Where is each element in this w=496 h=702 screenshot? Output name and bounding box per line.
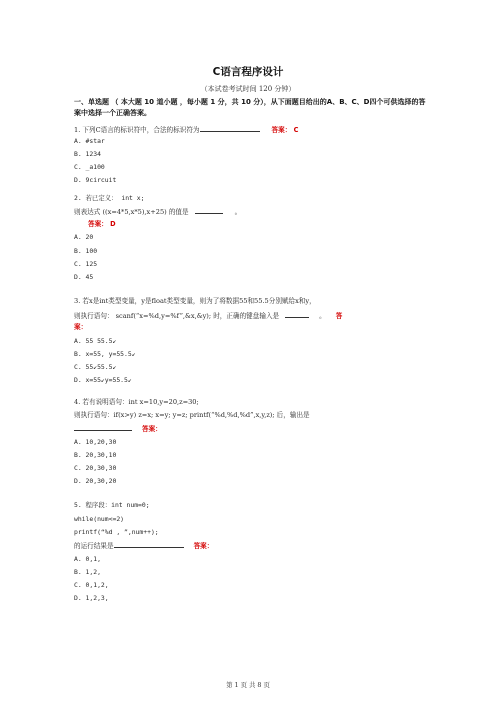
question-4-line-2: 则执行语句：if(x>y) z=x; x=y; y=z; printf(“%d,%d,%d”,x,y,z); 后，输出是 — [74, 411, 310, 419]
question-5-line-3: printf(“%d , ”,num++); — [74, 528, 159, 536]
option-c: C. 0,1,2, — [74, 581, 109, 589]
option-d: D. x=55↙y=55.5↙ — [74, 376, 132, 384]
question-2-line-1: 2. 若已定义： int x; — [74, 194, 145, 202]
section-heading: 一、单选题 （ 本大题 10 道小题 ，每小题 1 分，共 10 分），从下面题目给出的A、B、C、D四个可供选择的答案中选择一个正确答案。 — [74, 98, 426, 117]
question-4-line-1: 4. 若有说明语句：int x=10,y=20,z=30; — [74, 398, 199, 406]
option-b: B. 1234 — [74, 150, 101, 158]
question-stem-end: 。 — [234, 208, 242, 216]
answer-blank — [285, 310, 309, 318]
answer-blank — [114, 540, 184, 548]
answer-blank — [200, 124, 260, 132]
question-stem: 则表达式 ((x=4*5,x*5),x+25) 的值是 — [74, 208, 189, 216]
answer-key-part-1: 答 — [335, 312, 343, 320]
answer-key-part-2: 案： — [74, 323, 88, 331]
option-a: A. 20 — [74, 233, 94, 241]
option-c: C. _a100 — [74, 163, 105, 171]
option-c: C. 20,30,30 — [74, 464, 117, 472]
answer-key: 答案： D — [88, 220, 116, 228]
option-a: A. #star — [74, 137, 105, 145]
option-b: B. 20,30,10 — [74, 451, 117, 459]
question-2-answer — [88, 219, 116, 229]
question-stem: 则执行语句： scanf(“x=%d,y=%f”,&x,&y); 时，正确的键盘输入是 — [74, 312, 280, 320]
option-a: A. 55 55.5↙ — [74, 337, 117, 345]
question-3-answer — [74, 322, 87, 332]
option-d: D. 1,2,3, — [74, 594, 109, 602]
exam-title: C语言程序设计 — [212, 66, 284, 78]
option-d: D. 9circuit — [74, 176, 117, 184]
option-b: B. 1,2, — [74, 568, 101, 576]
question-5-line-2: while(num<=2) — [74, 515, 125, 523]
page-footer: 第 1 页 共 8 页 — [226, 681, 270, 689]
question-stem-end: 。 — [319, 312, 326, 320]
option-b: B. 100 — [74, 247, 98, 255]
option-c: C. 125 — [74, 260, 98, 268]
answer-key: 答案： — [193, 542, 214, 550]
option-b: B. x=55, y=55.5↙ — [74, 350, 136, 358]
option-a: A. 0,1, — [74, 555, 101, 563]
question-4-answer — [74, 423, 162, 434]
option-c: C. 55↙55.5↙ — [74, 363, 117, 371]
answer-blank — [74, 423, 132, 431]
answer-key: 答案： C — [271, 126, 299, 134]
answer-blank — [195, 206, 223, 214]
question-3-line-1: 3. 若x是int类型变量，y是float类型变量，则为了将数据55和55.5分别赋给x和y， — [74, 297, 316, 305]
question-stem: 的运行结果是 — [74, 542, 114, 550]
option-d: D. 45 — [74, 273, 94, 281]
question-5-line-4 — [74, 540, 213, 551]
question-5-line-1: 5. 程序段：int num=0; — [74, 501, 150, 509]
question-2-line-2 — [74, 206, 241, 217]
option-a: A. 10,20,30 — [74, 438, 117, 446]
option-d: D. 20,30,20 — [74, 477, 117, 485]
question-3-line-2 — [74, 310, 342, 321]
question-stem: 1. 下列C语言的标识符中，合法的标识符为 — [74, 126, 200, 134]
question-1 — [74, 124, 298, 135]
answer-key: 答案： — [142, 425, 162, 433]
exam-duration: （本试卷考试时间 120 分钟） — [200, 85, 296, 93]
